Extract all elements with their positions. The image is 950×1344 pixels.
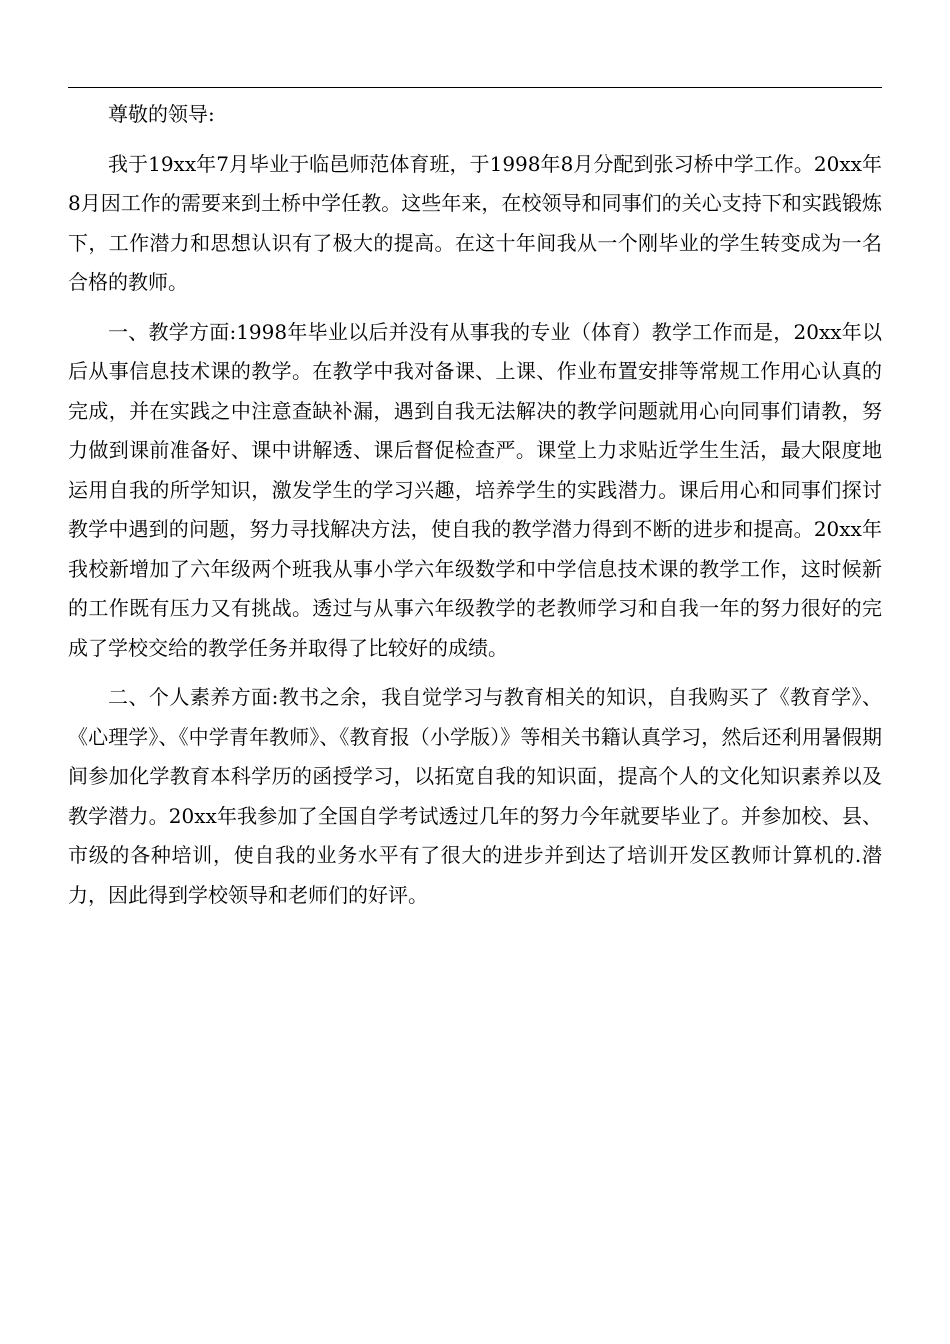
paragraph-teaching: 一、教学方面:1998年毕业以后并没有从事我的专业（体育）教学工作而是，20xx年以后从事信息技术课的教学。在教学中我对备课、上课、作业布置安排等常规工作用心认真的完成，并在实践之中注意查缺补漏，遇到自我无法解决的教学问题就用心向同事们请教，努力做到课前准备好、课中讲解透、课后督促检查严。课堂上力求贴近学生生活，最大限度地运用自我的所学知识，激发学生的学习兴趣，培养学生的实践潜力。课后用心和同事们探讨教学中遇到的问题，努力寻找解决方法，使自我的教学潜力得到不断的进步和提高。20xx年我校新增加了六年级两个班我从事小学六年级数学和中学信息技术课的教学工作，这时候新的工作既有压力又有挑战。透过与从事六年级教学的老教师学习和自我一年的努力很好的完成了学校交给的教学任务并取得了比较好的成绩。 [68,319,882,660]
document-body [68,95,882,925]
header-rule [68,87,882,88]
salutation: 尊敬的领导: [108,102,215,126]
paragraph-intro: 我于19xx年7月毕业于临邑师范体育班，于1998年8月分配到张习桥中学工作。20xx年8月因工作的需要来到土桥中学任教。这些年来，在校领导和同事们的关心支持下和实践锻炼下，工作潜力和思想认识有了极大的提高。在这十年间我从一个刚毕业的学生转变成为一名合格的教师。 [68,151,882,294]
paragraph-personal: 二、个人素养方面:教书之余，我自觉学习与教育相关的知识，自我购买了《教育学》、《心理学》、《中学青年教师》、《教育报（小学版）》等相关书籍认真学习，然后还利用暑假期间参加化学教育本科学历的函授学习，以拓宽自我的知识面，提高个人的文化知识素养以及教学潜力。20xx年我参加了全国自学考试透过几年的努力今年就要毕业了。并参加校、县、市级的各种培训，使自我的业务水平有了很大的进步并到达了培训开发区教师计算机的.潜力，因此得到学校领导和老师们的好评。 [68,685,882,907]
